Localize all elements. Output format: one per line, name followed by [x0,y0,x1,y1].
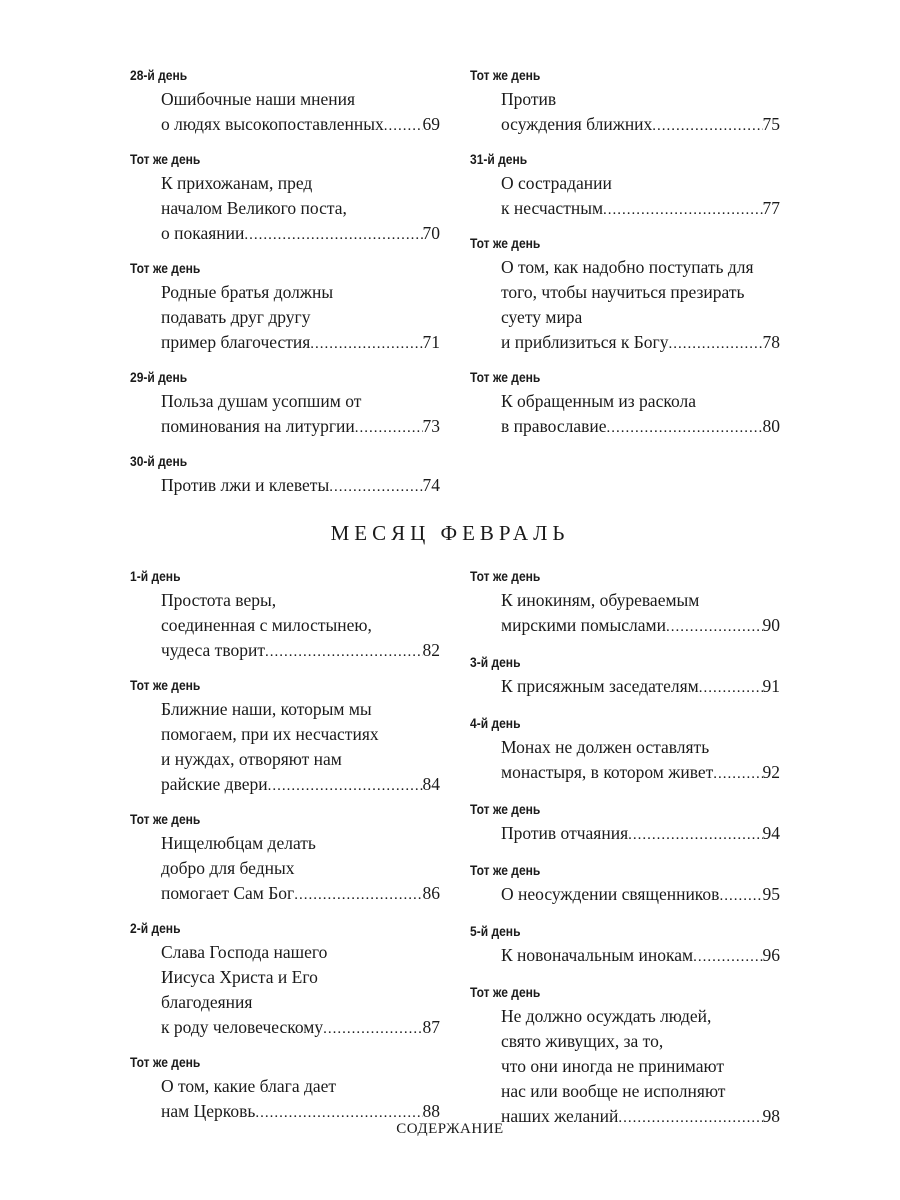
dot-leader [384,114,423,139]
page-number: 96 [762,945,780,965]
entry-last-line [470,330,780,357]
entry-title-line: К новоначальным инокам [501,945,694,965]
entry-last-line [470,760,780,787]
dot-leader [265,640,423,665]
entry-title-line: Польза душам усопшим от [161,391,362,411]
page-number: 91 [762,676,780,696]
dot-leader [693,945,762,970]
entry-last-line [470,943,780,970]
entry-title-line: Не должно осуждать людей, [501,1006,712,1026]
day-heading: Тот же день [470,67,541,83]
entry-title-line: О том, как надобно поступать для [501,257,754,277]
dot-leader [268,774,423,799]
entry-last-line [130,1015,440,1042]
dot-leader [713,762,762,787]
toc-entry [470,653,780,701]
dot-leader [669,332,763,357]
page-number: 70 [422,223,440,243]
entry-last-line [470,821,780,848]
toc-entry [470,714,780,787]
page-number: 80 [762,416,780,436]
toc-entry [130,452,440,500]
day-heading: Тот же день [130,151,201,167]
day-heading: Тот же день [130,1054,201,1070]
page-number: 92 [762,762,780,782]
toc-entry [130,259,440,357]
entry-title-line: Против лжи и клеветы [161,475,330,495]
toc-entry [470,150,780,223]
dot-leader [603,198,762,223]
entry-title-line: О сострадании [501,173,612,193]
dot-leader [244,223,422,248]
entry-title-line: и приблизиться к Богу [501,332,669,352]
toc-column-bottom-left [130,567,440,1137]
page-number: 84 [422,774,440,794]
day-heading: Тот же день [470,235,541,251]
toc-entry [470,567,780,640]
day-heading: 29-й день [130,369,188,385]
day-heading: Тот же день [470,568,541,584]
day-heading: Тот же день [470,862,541,878]
page-number: 74 [422,475,440,495]
entry-title-line: К инокиням, обуреваемым [501,590,700,610]
dot-leader [699,676,763,701]
entry-last-line [130,414,440,441]
toc-column-top-left [130,66,440,511]
entry-title-line: к роду человеческому [161,1017,324,1037]
entry-last-line [470,882,780,909]
day-heading: Тот же день [470,369,541,385]
entry-title-line: райские двери [161,774,268,794]
toc-entry [470,922,780,970]
dot-leader [666,615,763,640]
running-footer: СОДЕРЖАНИЕ [396,1121,504,1137]
entry-title-line: Иисуса Христа и Его [161,967,318,987]
day-heading: 1-й день [130,568,181,584]
entry-title-line: о людях высокопоставленных [161,114,384,134]
entry-title-line: Ближние наши, которым мы [161,699,372,719]
toc-entry [130,676,440,799]
entry-title-line: О том, какие блага дает [161,1076,337,1096]
day-heading: 31-й день [470,151,528,167]
entry-title-line: помогает Сам Бог [161,883,295,903]
toc-entry [470,234,780,357]
page-number: 82 [422,640,440,660]
entry-last-line [130,221,440,248]
entry-title-line: началом Великого поста, [161,198,347,218]
page-number: 94 [762,823,780,843]
day-heading: Тот же день [130,811,201,827]
entry-title-line: нам Церковь [161,1101,256,1121]
entry-title-line: свято живущих, за то, [501,1031,664,1051]
entry-title-line: нас или вообще не исполняют [501,1081,726,1101]
entry-title-line: чудеса творит [161,640,265,660]
toc-entry [470,800,780,848]
entry-title-line: о покаянии [161,223,245,243]
toc-column-bottom-right [470,567,780,1144]
day-heading: Тот же день [130,260,201,276]
entry-title-line: Родные братья должны [161,282,334,302]
day-heading: Тот же день [470,984,541,1000]
day-heading: Тот же день [470,801,541,817]
entry-title-line: того, чтобы научиться презирать [501,282,745,302]
entry-title-line: пример благочестия [161,332,311,352]
entry-title-line: в православие [501,416,607,436]
entry-title-line: подавать друг другу [161,307,311,327]
entry-title-line: наших желаний [501,1106,619,1126]
toc-entry [130,810,440,908]
day-heading: 3-й день [470,654,521,670]
entry-title-line: Ошибочные наши мнения [161,89,356,109]
entry-title-line: Нищелюбцам делать [161,833,316,853]
entry-last-line [130,881,440,908]
entry-title-line: К обращенным из раскола [501,391,696,411]
toc-entry [130,150,440,248]
entry-last-line [130,638,440,665]
day-heading: 4-й день [470,715,521,731]
entry-last-line [470,112,780,139]
entry-last-line [470,196,780,223]
toc-entry [130,919,440,1042]
day-heading: 2-й день [130,920,181,936]
day-heading: Тот же день [130,677,201,693]
entry-title-line: Простота веры, [161,590,277,610]
toc-entry [130,567,440,665]
page-number: 88 [422,1101,440,1121]
entry-title-line: поминования на литургии [161,416,355,436]
entry-last-line [470,414,780,441]
toc-entry [470,368,780,441]
entry-title-line: суету мира [501,307,583,327]
month-heading: МЕСЯЦ ФЕВРАЛЬ [330,521,570,545]
entry-title-line: добро для бедных [161,858,295,878]
entry-title-line: О неосуждении священников [501,884,720,904]
day-heading: 30-й день [130,453,188,469]
dot-leader [355,416,423,441]
day-heading: 28-й день [130,67,188,83]
toc-entry [470,66,780,139]
entry-title-line: Слава Господа нашего [161,942,328,962]
page-number: 87 [422,1017,440,1037]
entry-title-line: и нуждах, отворяют нам [161,749,342,769]
page-number: 69 [422,114,440,134]
dot-leader [310,332,422,357]
entry-title-line: соединенная с милостынею, [161,615,372,635]
page-number: 75 [762,114,780,134]
entry-title-line: Против отчаяния [501,823,629,843]
dot-leader [329,475,422,500]
page-number: 73 [422,416,440,436]
toc-column-top-right [470,66,780,452]
toc-entry [470,861,780,909]
entry-title-line: осуждения ближних [501,114,653,134]
entry-last-line [130,330,440,357]
entry-title-line: Монах не должен оставлять [501,737,710,757]
dot-leader [607,416,763,441]
toc-entry [470,983,780,1131]
page-number: 86 [422,883,440,903]
entry-title-line: мирскими помыслами [501,615,666,635]
entry-title-line: помогаем, при их несчастиях [161,724,379,744]
page-number: 98 [762,1106,780,1126]
entry-title-line: монастыря, в котором живет [501,762,714,782]
page-number: 90 [762,615,780,635]
entry-title-line: Против [501,89,557,109]
entry-last-line [470,613,780,640]
entry-last-line [130,473,440,500]
entry-last-line [470,674,780,701]
page-number: 71 [422,332,440,352]
entry-title-line: К прихожанам, пред [161,173,313,193]
page-number: 95 [762,884,780,904]
toc-entry [130,66,440,139]
entry-title-line: К присяжным заседателям [501,676,699,696]
entry-last-line [130,112,440,139]
dot-leader [323,1017,422,1042]
entry-last-line [130,772,440,799]
dot-leader [628,823,762,848]
dot-leader [294,883,422,908]
dot-leader [719,884,762,909]
page-number: 78 [762,332,780,352]
toc-entry [130,1053,440,1126]
entry-title-line: к несчастным [501,198,604,218]
dot-leader [652,114,762,139]
entry-title-line: что они иногда не принимают [501,1056,724,1076]
entry-title-line: благодеяния [161,992,253,1012]
page-number: 77 [762,198,780,218]
toc-entry [130,368,440,441]
day-heading: 5-й день [470,923,521,939]
